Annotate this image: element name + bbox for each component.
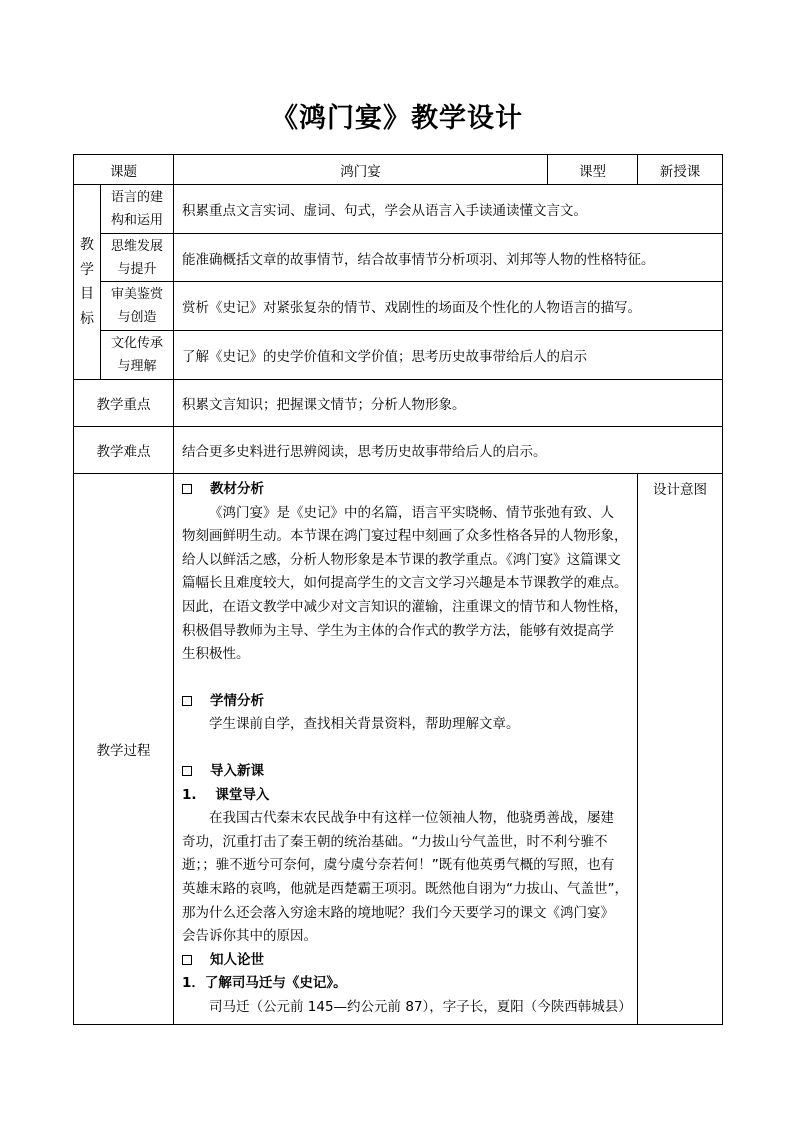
section-heading: 导入新课 (182, 760, 629, 784)
paragraph-line: 学生课前自学，查找相关背景资料，帮助理解文章。 (209, 716, 520, 733)
goal-row (74, 331, 723, 380)
goal-row (74, 234, 723, 282)
paragraph-line: 积极倡导教师为主导、学生为主体的合作式的教学方法，能够有效提高学 (182, 622, 614, 639)
paragraph-line: 那为什么还会落入穷途末路的境地呢？我们今天要学习的课文《鸿门宴》 (182, 904, 614, 921)
section-heading: 知人论世 (182, 949, 629, 973)
design-intent-label: 设计意图 (638, 474, 723, 1025)
paragraph-line: 篇幅长且难度较大，如何提高学生的文言文学习兴趣是本节课教学的难点。 (182, 575, 628, 592)
process-row (74, 474, 723, 1025)
goal-name: 审美鉴赏 与创造 (101, 282, 174, 331)
paragraph-line: 司马迁（公元前 145—约公元前 87），字子长，夏阳（今陕西韩城县） (209, 998, 632, 1015)
paragraph-line: 奇功，沉重打击了秦王朝的统治基础。“力拔山兮气盖世，时不利兮骓不 (182, 833, 608, 850)
paragraph-line: 生积极性。 (182, 646, 250, 663)
checkbox-icon (182, 696, 192, 706)
page-title: 《鸿门宴》教学设计 (271, 103, 523, 134)
goal-text: 积累重点文言实词、虚词、句式，学会从语言入手读通读懂文言文。 (174, 185, 723, 234)
paragraph-line: 物刻画鲜明生动。本节课在鸿门宴过程中刻画了众多性格各异的人物形象， (182, 528, 628, 545)
goal-text: 赏析《史记》对紧张复杂的情节、戏剧性的场面及个性化的人物语言的描写。 (174, 282, 723, 331)
goal-name: 思维发展 与提升 (101, 234, 174, 282)
goal-name: 文化传承 与理解 (101, 331, 174, 380)
paragraph-line: 因此，在语文教学中减少对文言知识的灌输，注重课文的情节和人物性格， (182, 598, 628, 615)
lesson-type-value: 新授课 (638, 155, 723, 185)
goal-name: 语言的建 构和运用 (101, 185, 174, 234)
subsection-heading: 1．了解司马迁与《史记》。 (182, 975, 347, 992)
goals-label: 教 学 目 标 (74, 185, 101, 380)
goal-text: 能准确概括文章的故事情节，结合故事情节分析项羽、刘邦等人物的性格特征。 (174, 234, 723, 282)
topic-value: 鸿门宴 (174, 155, 548, 185)
goal-text: 了解《史记》的史学价值和文学价值；思考历史故事带给后人的启示 (174, 331, 723, 380)
difficulties-label: 教学难点 (74, 427, 174, 474)
process-label: 教学过程 (74, 474, 174, 1025)
paragraph-line: 会告诉你其中的原因。 (182, 928, 317, 945)
section-heading: 学情分析 (182, 690, 629, 714)
process-content (174, 474, 638, 1025)
topic-label: 课题 (74, 155, 174, 185)
checkbox-icon (182, 955, 192, 965)
key-points-text: 积累文言知识；把握课文情节；分析人物形象。 (174, 380, 723, 427)
paragraph-line: 在我国古代秦末农民战争中有这样一位领袖人物，他骁勇善战，屡建 (209, 810, 614, 827)
paragraph-line: 逝；；骓不逝兮可奈何，虞兮虞兮奈若何！”既有他英勇气概的写照，也有 (182, 857, 615, 874)
subsection-heading: 1. 课堂导入 (182, 786, 270, 803)
checkbox-icon (182, 766, 192, 776)
lesson-plan-table (73, 154, 723, 1025)
key-points-label: 教学重点 (74, 380, 174, 427)
lesson-type-label: 课型 (548, 155, 638, 185)
paragraph-line: 英雄末路的哀鸣，他就是西楚霸王项羽。既然他自诩为“力拔山、气盖世”， (182, 880, 628, 897)
difficulties-text: 结合更多史料进行思辨阅读，思考历史故事带给后人的启示。 (174, 427, 723, 474)
difficulties-row (74, 427, 723, 474)
goal-row (74, 282, 723, 331)
paragraph-line: 《鸿门宴》是《史记》中的名篇，语言平实晓畅、情节张弛有致、人 (209, 504, 614, 521)
paragraph-line: 给人以鲜活之感，分析人物形象是本节课的教学重点。《鸿门宴》这篇课文 (182, 551, 621, 568)
checkbox-icon (182, 484, 192, 494)
header-row (74, 155, 723, 185)
goal-row (74, 185, 723, 234)
section-heading: 教材分析 (182, 478, 629, 502)
key-points-row (74, 380, 723, 427)
